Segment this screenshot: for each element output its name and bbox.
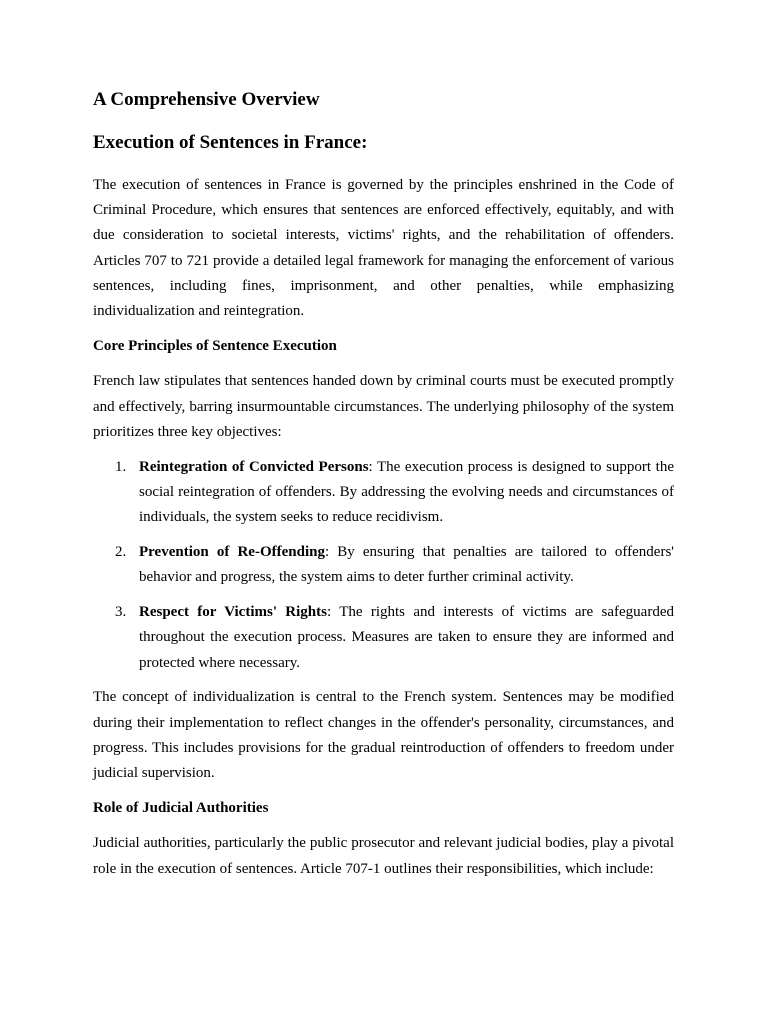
- list-item-text: : The execution process is designed to support the social reintegration of offenders. By addressing the evolving needs and circumstances of individuals, the system seeks to reduce recidivism.: [139, 459, 674, 526]
- list-item-number: 3.: [115, 604, 127, 621]
- intro-paragraph: The execution of sentences in France is governed by the principles enshrined in the Code of Criminal Procedure, which ensures that sentences are enforced effectively, equitably, and with due consideration to societal interests, victims' rights, and the rehabilitation of offenders. Articles 707 to 721 provide a detailed legal framework for managing the enforcement of various sentences, including fines, imprisonment, and other penalties, while emphasizing individualization and reintegration.: [93, 177, 674, 320]
- core-principles-paragraph: French law stipulates that sentences handed down by criminal courts must be executed promptly and effectively, barring insurmountable circumstances. The underlying philosophy of the system prioritizes three key objectives:: [93, 373, 674, 440]
- list-item: [93, 600, 674, 676]
- judicial-authorities-paragraph: Judicial authorities, particularly the public prosecutor and relevant judicial bodies, play a pivotal role in the execution of sentences. Article 707-1 outlines their responsibilities, which include:: [93, 835, 674, 877]
- individualization-paragraph: The concept of individualization is central to the French system. Sentences may be modified during their implementation to reflect changes in the offender's personality, circumstances, and progress. This includes provisions for the gradual reintroduction of offenders to freedom under judicial supervision.: [93, 689, 674, 782]
- list-item: [93, 540, 674, 590]
- list-item-number: 1.: [115, 459, 127, 476]
- document-page: [93, 86, 674, 882]
- list-item-term: Reintegration of Convicted Persons: [139, 459, 369, 476]
- document-title: A Comprehensive Overview: [93, 89, 320, 110]
- document-subtitle: Execution of Sentences in France:: [93, 132, 368, 153]
- objectives-list: [93, 455, 674, 676]
- list-item-term: Prevention of Re-Offending: [139, 544, 325, 561]
- list-item-number: 2.: [115, 544, 127, 561]
- list-item-term: Respect for Victims' Rights: [139, 604, 327, 621]
- list-item: [93, 455, 674, 531]
- list-item-text: : The rights and interests of victims are safeguarded throughout the execution process. Measures are taken to ensure they are informed and protected where necessary.: [139, 604, 674, 671]
- section-heading-judicial-authorities: Role of Judicial Authorities: [93, 800, 269, 817]
- list-item-text: : By ensuring that penalties are tailored to offenders' behavior and progress, the system aims to deter further criminal activity.: [139, 544, 675, 586]
- section-heading-core-principles: Core Principles of Sentence Execution: [93, 338, 337, 355]
